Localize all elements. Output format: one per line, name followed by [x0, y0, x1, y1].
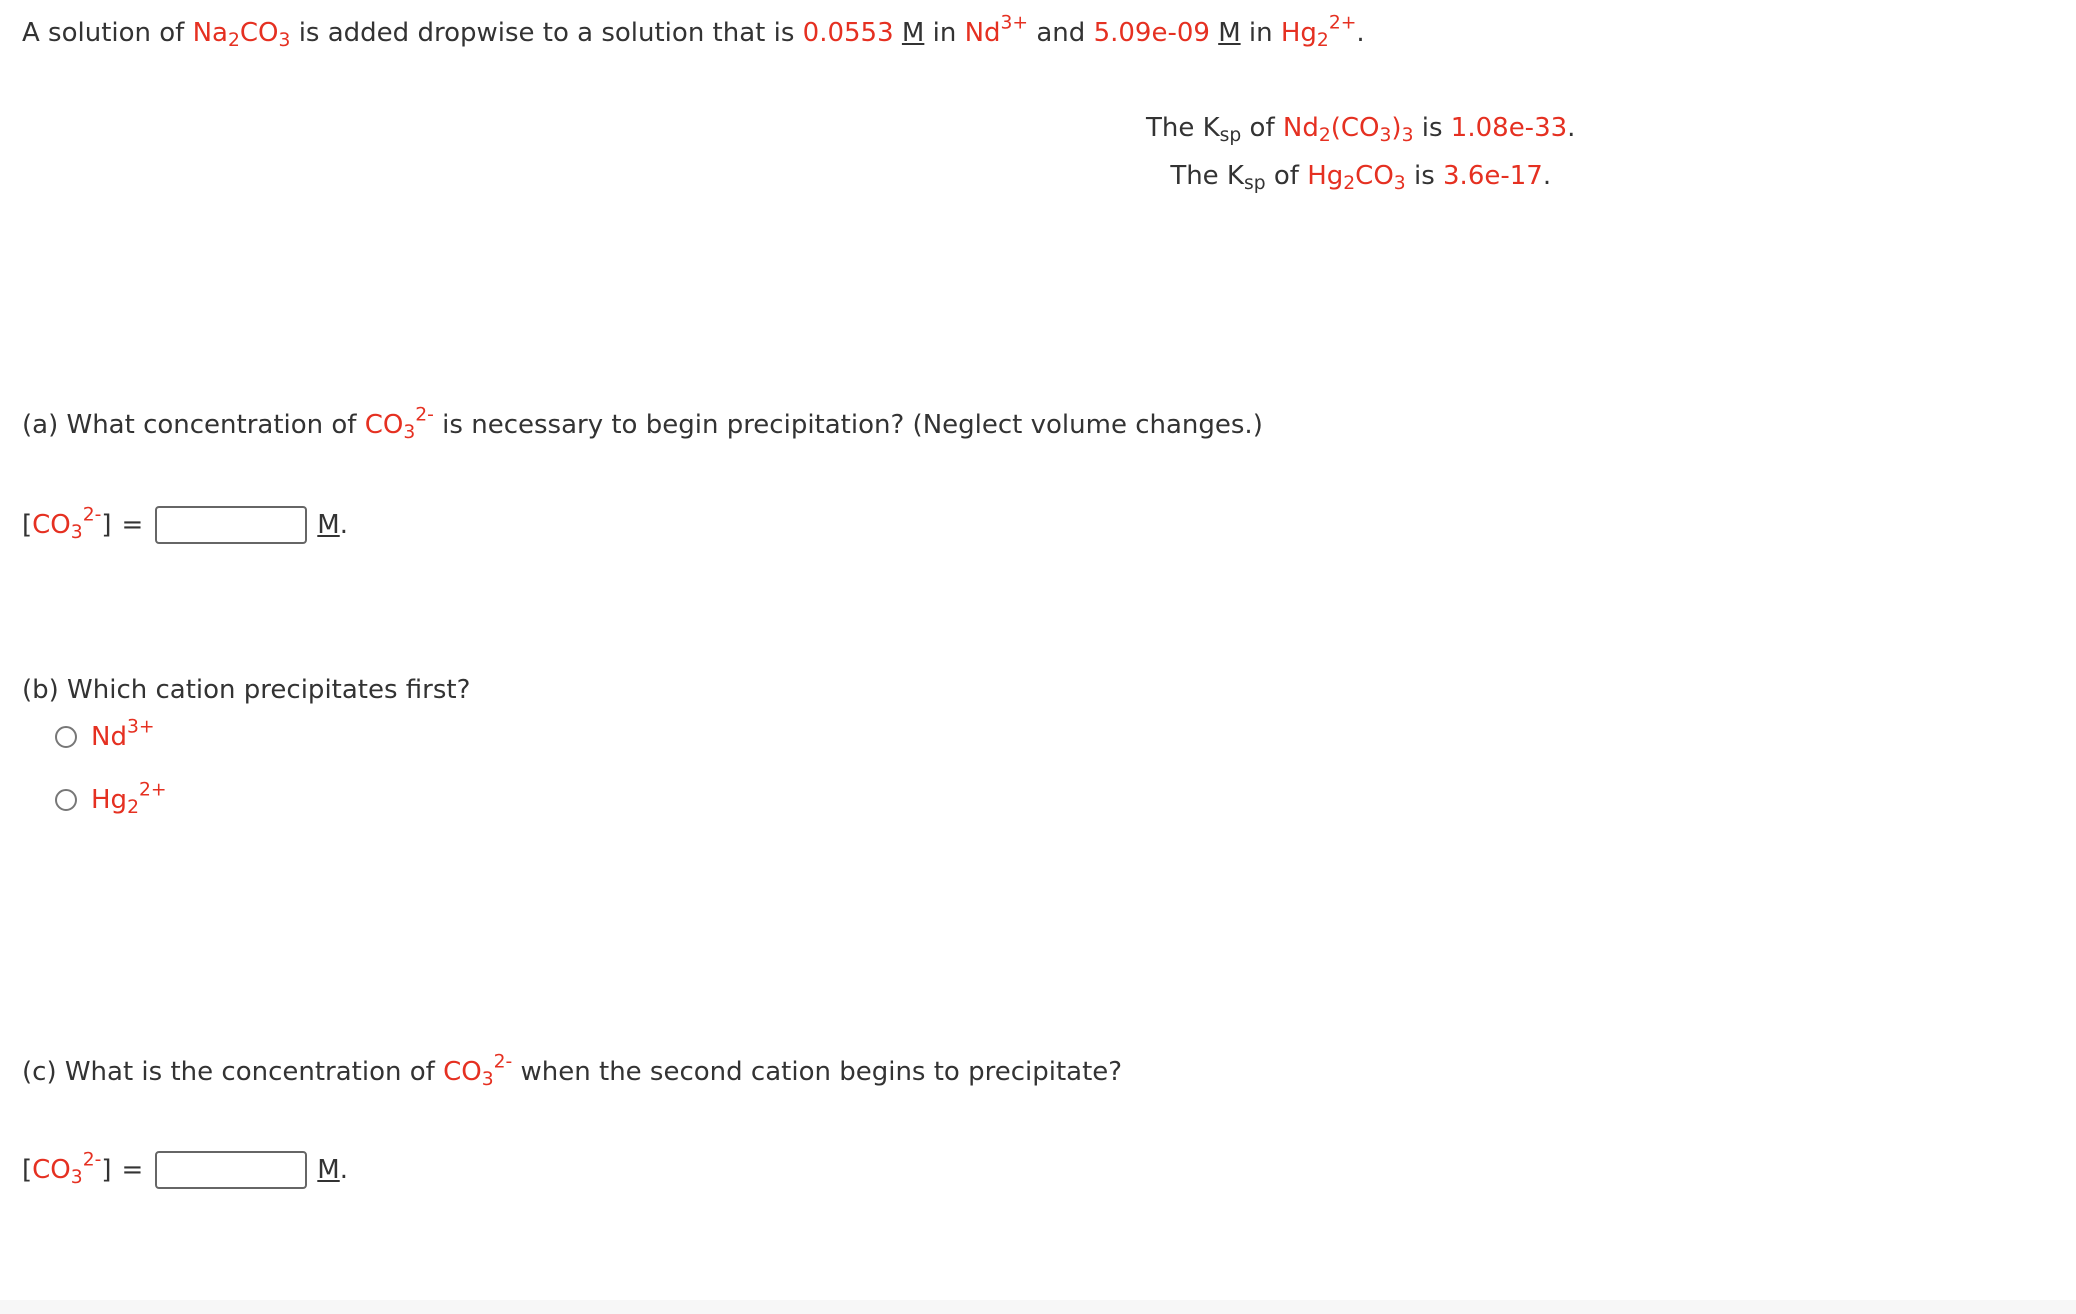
intro-text: A solution of [22, 18, 193, 48]
ksp-value-hg: 3.6e-17 [1443, 161, 1543, 191]
ksp-info [1146, 104, 1575, 200]
carbonate-ion: $CO_3^{2-}$ [443, 1051, 513, 1091]
hg-carbonate-formula: $Hg_2CO_3$ [1307, 161, 1406, 195]
radio-hg[interactable] [55, 789, 77, 811]
option-hg-label: $Hg_2^{2+}$ [91, 779, 167, 819]
option-nd[interactable] [55, 716, 155, 752]
molar-unit: M [1218, 18, 1241, 48]
question-a: (a) What concentration of $CO_3^{2-}$ is necessary to begin precipitation? (Neglect volume changes.) [22, 404, 1263, 444]
radio-nd[interactable] [55, 726, 77, 748]
ksp-line-nd: The $K_{sp}$ of $Nd_2(CO_3)_3$ is 1.08e-33. [1146, 113, 1576, 147]
question-c: (c) What is the concentration of $CO_3^{2-}$ when the second cation begins to precipitate? [22, 1051, 1123, 1091]
carbonate-label: $[CO_3^{2-}]$ [22, 1149, 112, 1189]
ksp-line-hg: The $K_{sp}$ of $Hg_2CO_3$ is 3.6e-17. [1170, 161, 1552, 195]
ksp-value-nd: 1.08e-33 [1450, 113, 1568, 143]
sodium-carbonate-formula: $Na_2CO_3$ [192, 18, 291, 52]
molar-unit: M [901, 18, 925, 48]
question-b: (b) Which cation precipitates first? [22, 675, 471, 705]
mercury-ion: $Hg_2^{2+}$ [1280, 12, 1357, 52]
answer-input-c[interactable] [155, 1151, 307, 1189]
equals-sign: = [121, 1155, 144, 1185]
nd-carbonate-formula: $Nd_2(CO_3)_3$ [1282, 113, 1414, 147]
mercury-concentration: 5.09e-09 [1093, 18, 1210, 48]
carbonate-label: $[CO_3^{2-}]$ [22, 504, 112, 544]
equals-sign: = [121, 510, 144, 540]
option-hg[interactable] [55, 779, 167, 819]
neodymium-concentration: 0.0553 [802, 18, 894, 48]
answer-row-a [22, 506, 348, 544]
answer-input-a[interactable] [155, 506, 307, 544]
carbonate-ion: $CO_3^{2-}$ [364, 404, 434, 444]
unit-label: M. [317, 510, 348, 540]
bottom-bar [0, 1300, 2076, 1314]
answer-row-c [22, 1151, 348, 1189]
neodymium-ion: $Nd^{3+}$ [964, 12, 1029, 48]
unit-label: M. [317, 1155, 348, 1185]
option-nd-label: $Nd^{3+}$ [91, 716, 155, 752]
problem-statement: A solution of $Na_2CO_3$ is added dropwise to a solution that is 0.0553 M in $Nd^{3+}$ and 5.09e-09 M in $Hg_2^{2+}$. [22, 12, 1365, 52]
